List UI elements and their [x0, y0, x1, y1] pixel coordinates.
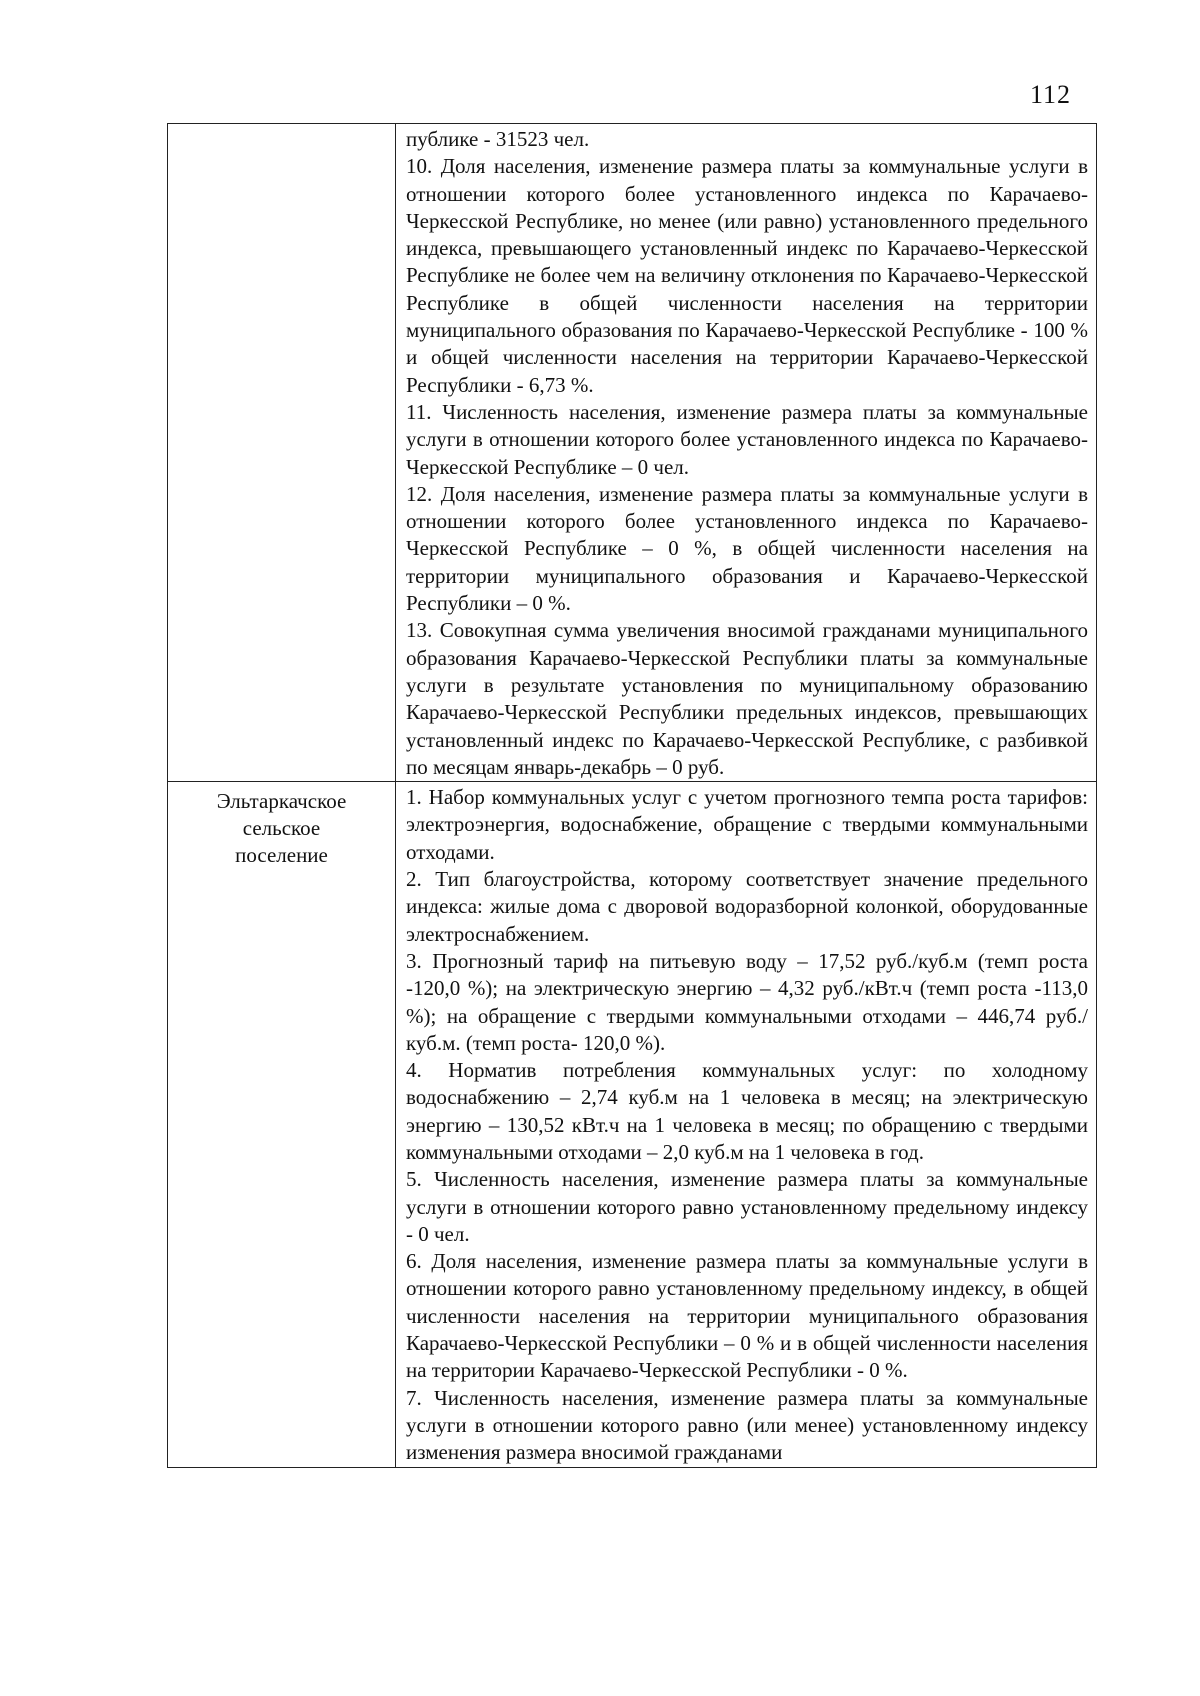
- paragraph: 5. Численность населения, изменение размера платы за коммунальные услуги в отношении которого равно установленному предельному индексу - 0 чел.: [406, 1167, 1088, 1246]
- paragraph: 6. Доля населения, изменение размера платы за коммунальные услуги в отношении которого равно установленному предельному индексу, в общей численности населения на территории муниципального образования Карачаево-Черкесской Республики – 0 % и в общей численности населения на территории Карачаево-Черкесской Республики - 0 %.: [406, 1249, 1088, 1383]
- municipal-index-table: [167, 123, 1097, 1468]
- municipality-name-line: Эльтаркачское: [216, 789, 347, 814]
- page-number: 112: [1030, 80, 1072, 109]
- paragraph: 10. Доля населения, изменение размера платы за коммунальные услуги в отношении которого более установленного индекса по Карачаево-Черкесской Республике, но менее (или равно) установленного предельного индекса, превышающего установленный индекс по Карачаево-Черкесской Республике не более чем на величину отклонения по Карачаево-Черкесской Республике в общей численности населения на территории муниципального образования по Карачаево-Черкесской Республике - 100 % и общей численности населения на территории Карачаево-Черкесской Республики - 6,73 %.: [406, 154, 1088, 397]
- municipality-name-cell: [168, 782, 396, 1467]
- paragraph: 4. Норматив потребления коммунальных услуг: по холодному водоснабжению – 2,74 куб.м на 1 человека в месяц; на электрическую энергию – 130,52 кВт.ч на 1 человека в месяц; по обращению с твердыми коммунальными отходами – 2,0 куб.м на 1 человека в год.: [406, 1058, 1088, 1164]
- indicators-cell: [396, 782, 1097, 1467]
- paragraph: 2. Тип благоустройства, которому соответствует значение предельного индекса: жилые дома с дворовой водоразборной колонкой, оборудованные электроснабжением.: [406, 867, 1088, 946]
- indicators-cell: [396, 124, 1097, 782]
- paragraph: 7. Численность населения, изменение размера платы за коммунальные услуги в отношении которого равно (или менее) установленному индексу изменения размера вносимой гражданами: [406, 1385, 1088, 1465]
- municipality-name-cell: [168, 124, 396, 782]
- paragraph: 12. Доля населения, изменение размера платы за коммунальные услуги в отношении которого более установленного индекса по Карачаево-Черкесской Республике – 0 %, в общей численности населения на территории муниципального образования и Карачаево-Черкесской Республики – 0 %.: [406, 481, 1088, 616]
- paragraph: 1. Набор коммунальных услуг с учетом прогнозного темпа роста тарифов: электроэнергия, водоснабжение, обращение с твердыми коммунальными отходами.: [406, 785, 1088, 864]
- paragraph: 13. Совокупная сумма увеличения вносимой гражданами муниципального образования Карачаево-Черкесской Республики платы за коммунальные услуги в результате установления по муниципальному образованию Карачаево-Черкесской Республики предельных индексов, превышающих установленный индекс по Карачаево-Черкесской Республике, с разбивкой по месяцам январь-декабрь – 0 руб.: [406, 618, 1088, 779]
- table-row: [168, 782, 1097, 1467]
- table-row: [168, 124, 1097, 782]
- municipality-name-line: сельское: [242, 816, 321, 841]
- paragraph: 3. Прогнозный тариф на питьевую воду – 17,52 руб./куб.м (темп роста -120,0 %); на электрическую энергию – 4,32 руб./кВт.ч (темп роста -113,0 %); на обращение с твердыми коммунальными отходами – 446,74 руб./куб.м. (темп роста- 120,0 %).: [406, 948, 1088, 1055]
- paragraph: публике - 31523 чел.: [406, 127, 590, 151]
- municipality-name-line: поселение: [235, 843, 328, 868]
- paragraph: 11. Численность населения, изменение размера платы за коммунальные услуги в отношении которого более установленного индекса по Карачаево-Черкесской Республике – 0 чел.: [406, 399, 1088, 479]
